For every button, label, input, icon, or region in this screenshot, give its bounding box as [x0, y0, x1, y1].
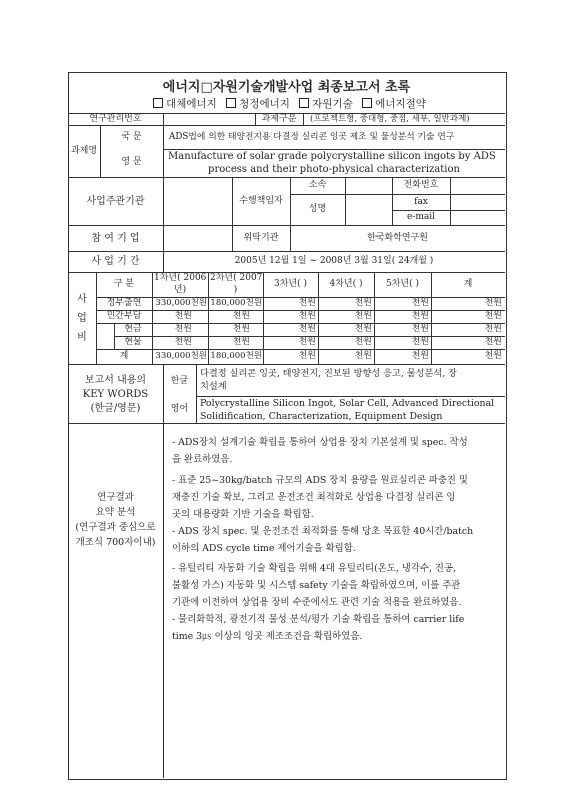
table-rule [163, 225, 164, 251]
summary-line: 을 완료하였음. [172, 454, 233, 465]
budget-cell: 330,000천원 [155, 298, 207, 308]
table-rule [450, 177, 451, 225]
email-label: e-mail [406, 212, 436, 222]
summary-line: 이하의 ADS cycle time 제어기술을 확립함. [172, 543, 356, 554]
budget-row-label: 현금 [124, 324, 142, 334]
budget-cell: 천원 [232, 311, 250, 321]
checkbox-icon [153, 98, 163, 108]
category-label: 자원기술 [312, 98, 353, 110]
keywords-english-label: 영어 [170, 404, 189, 414]
budget-cell: 천원 [298, 324, 316, 334]
period-value: 2005년 12월 1일 ~ 2008년 3월 31일( 24개월 ) [234, 256, 434, 266]
budget-cell: 180,000천원 [210, 298, 262, 308]
summary-line: 재충진 기술 확보, 그리고 운전조건 최적화로 상업용 다결정 실리콘 잉 [172, 492, 456, 503]
table-rule [96, 349, 505, 350]
summary-label: 개조식 700자이내) [75, 537, 156, 548]
table-rule [68, 272, 505, 273]
manager-label: 수행책임자 [239, 196, 283, 206]
english-label: 영 문 [121, 157, 142, 167]
table-rule [196, 364, 197, 423]
summary-line: 기관에 이전하여 상업용 장비 수준에서도 관련 기술 적용을 완료하였음. [172, 597, 462, 608]
korean-label: 국 문 [121, 132, 142, 142]
budget-cell: 천원 [484, 351, 502, 361]
table-rule [303, 113, 304, 125]
budget-cell: 천원 [298, 311, 316, 321]
budget-cell: 천원 [298, 298, 316, 308]
task-name-label: 과제명 [70, 146, 98, 156]
summary-line: - ADS장치 설계기술 확립을 통하여 상업용 장치 기본설계 및 spec. 작성 [172, 437, 468, 448]
budget-cell: 천원 [484, 324, 502, 334]
checkbox-icon [362, 98, 372, 108]
checkbox-icon [299, 98, 309, 108]
year2-header-suffix: ) [233, 285, 238, 295]
total-header: 계 [463, 279, 473, 289]
keywords-korean-line2: 치설계 [200, 381, 227, 392]
summary-label: 연구결과 [97, 492, 134, 503]
period-label: 사 업 기 간 [91, 256, 140, 267]
table-rule [163, 149, 505, 150]
report-title: 에너지□자원기술개발사업 최종보고서 초록 [162, 80, 411, 95]
year1-header-suffix: 년) [173, 285, 187, 295]
keywords-english-line2: Solidification, Characterization, Equipment Design [200, 411, 443, 422]
category-checklist [68, 96, 505, 111]
keywords-korean-label: 한글 [170, 376, 189, 386]
budget-cell: 천원 [298, 337, 316, 347]
table-rule [68, 225, 505, 226]
summary-line: - 표준 25~30kg/batch 규모의 ADS 장치 용량을 원료실리콘 파충진 및 [172, 475, 468, 486]
keywords-label: (한글/영문) [90, 403, 141, 414]
table-rule [68, 423, 505, 424]
division-label: 구 분 [113, 279, 135, 289]
budget-cell: 천원 [232, 324, 250, 334]
summary-line: time 3㎲ 이상의 잉곳 제조조건을 확립하였음. [172, 631, 363, 642]
budget-cell: 천원 [174, 311, 192, 321]
english-task-name-line2: process and their photo-physical characterization [208, 164, 460, 175]
name-label: 성명 [308, 204, 327, 214]
table-rule [68, 251, 505, 252]
year2-header: 2차년( 2007 [210, 273, 263, 283]
budget-cell: 천원 [354, 337, 372, 347]
task-type-value: (프로젝트형, 중대형, 중점, 세부, 일반과제) [310, 114, 470, 124]
summary-label: 요약 분석 [95, 507, 136, 518]
category-label: 에너지절약 [375, 98, 426, 110]
budget-row-label: 현물 [124, 337, 142, 347]
budget-row-label: 민간부담 [106, 311, 142, 321]
budget-cell: 천원 [354, 298, 372, 308]
summary-line: - ADS 장치 spec. 및 운전조건 최적화를 통해 당초 목표한 40시간/batch [172, 526, 474, 537]
korean-task-name: ADS법에 의한 태양전지용 다결정 실리콘 잉곳 제조 및 물성분석 기술 연구 [169, 132, 455, 142]
report-frame [68, 72, 507, 780]
budget-cell: 천원 [484, 298, 502, 308]
budget-cell: 천원 [298, 351, 316, 361]
year1-header: 1차년( 2006 [154, 273, 207, 283]
table-rule [68, 177, 505, 178]
budget-side-label: 비 [77, 332, 87, 343]
budget-cell: 180,000천원 [210, 351, 262, 361]
table-rule [345, 177, 346, 225]
keywords-english-line1: Polycrystalline Silicon Ingot, Solar Cell, Advanced Directional [200, 398, 495, 409]
year4-header: 4차년( ) [329, 279, 363, 289]
budget-cell: 천원 [354, 351, 372, 361]
affiliation-label: 소속 [308, 180, 327, 190]
org-label: 사업주관기관 [86, 196, 145, 207]
fax-label: fax [414, 197, 428, 207]
table-rule [163, 177, 164, 225]
budget-cell: 천원 [354, 324, 372, 334]
summary-line: 곳의 대용량화 기반 기술을 확립함. [172, 509, 314, 520]
budget-cell: 천원 [354, 311, 372, 321]
table-rule [68, 364, 505, 365]
year3-header: 3차년( ) [274, 279, 307, 289]
task-type-label: 과제구분 [261, 114, 297, 124]
english-task-name-line1: Manufacture of solar grade polycrystalline silicon ingots by ADS [168, 151, 496, 162]
keywords-korean-line1: 다결정 실리콘 잉곳, 태양전지, 진보된 방향성 응고, 물성분석, 장 [200, 368, 457, 379]
budget-row-label: 정부출연 [106, 298, 142, 308]
budget-cell: 천원 [232, 337, 250, 347]
consign-label: 위탁기관 [243, 233, 279, 243]
keywords-label: 보고서 내용의 [84, 375, 147, 386]
category-label: 청정에너지 [239, 98, 290, 110]
budget-cell: 천원 [411, 337, 429, 347]
budget-side-label: 업 [77, 313, 87, 324]
participating-label: 참 여 기 업 [91, 233, 140, 244]
budget-cell: 천원 [484, 311, 502, 321]
table-rule [392, 210, 505, 211]
budget-cell: 천원 [411, 298, 429, 308]
budget-cell: 천원 [484, 337, 502, 347]
table-rule [290, 194, 505, 195]
category-label: 대체에너지 [166, 98, 217, 110]
phone-label: 전화번호 [403, 180, 439, 190]
summary-line: 불활성 가스) 자동화 및 시스템 safety 기술을 확립하였으며, 이를 주관 [172, 580, 461, 591]
table-rule [163, 113, 164, 125]
summary-label: (연구결과 중심으로 [75, 522, 156, 533]
year5-header: 5차년( ) [386, 279, 419, 289]
checkbox-icon [226, 98, 236, 108]
consign-value: 한국화학연구원 [367, 233, 428, 243]
budget-cell: 천원 [174, 337, 192, 347]
budget-cell: 천원 [411, 351, 429, 361]
table-rule [68, 125, 505, 126]
budget-cell: 천원 [411, 324, 429, 334]
budget-row-label: 계 [119, 351, 129, 361]
budget-side-label: 사 [77, 294, 87, 305]
keywords-label: KEY WORDS [82, 389, 149, 400]
summary-line: - 유틸리티 자동화 기술 확립을 위해 4대 유틸리티(온도, 냉각수, 진공, [172, 563, 457, 574]
summary-line: - 물리화학적, 광전기적 물성 분석/평가 기술 확립을 통하여 carrier life [172, 614, 465, 625]
budget-cell: 천원 [411, 311, 429, 321]
budget-cell: 330,000천원 [155, 351, 207, 361]
research-no-label: 연구관리번호 [89, 114, 142, 124]
budget-cell: 천원 [174, 324, 192, 334]
table-rule [163, 423, 164, 778]
